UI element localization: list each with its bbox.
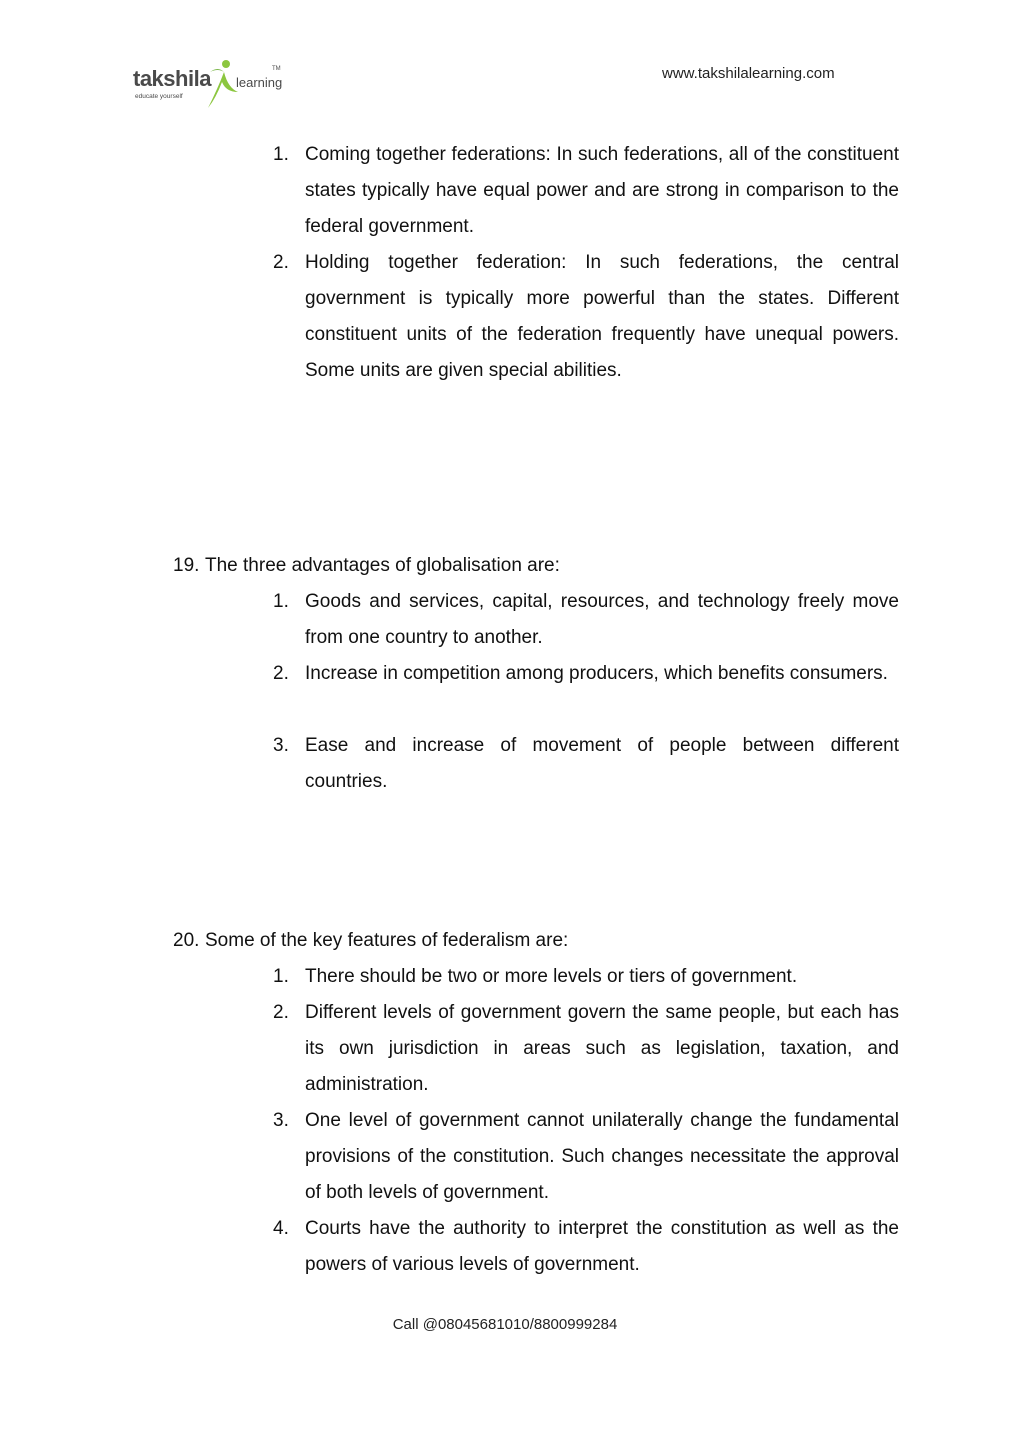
list-item-text: There should be two or more levels or tiers of government. (305, 966, 798, 987)
list-item-text: Coming together federations: In such federations, all of the constituent states typically have equal power and are strong in comparison to the federal government. (305, 144, 899, 237)
list-item-number: 1. (273, 966, 289, 987)
question-text: Some of the key features of federalism are: (205, 930, 569, 951)
logo-figure-icon (204, 58, 240, 110)
list-item-text: Holding together federation: In such federations, the central government is typically more powerful than the states. Different constituent units of the federation frequently have unequal powers. Some units are given special abilities. (305, 252, 899, 381)
list-item-number: 2. (273, 1002, 289, 1023)
question-number: 19. (173, 555, 200, 576)
question-20-heading (173, 923, 899, 959)
question-text: The three advantages of globalisation are: (205, 555, 560, 576)
list-item-text: Courts have the authority to interpret the constitution as well as the powers of various levels of government. (305, 1218, 899, 1275)
list-item-number: 2. (273, 252, 289, 273)
list-item-number: 2. (273, 663, 289, 684)
list-item-text: One level of government cannot unilaterally change the fundamental provisions of the constitution. Such changes necessitate the approval of both levels of government. (305, 1110, 899, 1203)
list-item-text: Ease and increase of movement of people between different countries. (305, 735, 899, 792)
logo-text-takshila: takshila (133, 66, 211, 91)
list-item-number: 1. (273, 144, 289, 165)
logo-trademark: TM (272, 66, 281, 72)
question-number: 20. (173, 930, 200, 951)
list-item-text: Increase in competition among producers, which benefits consumers. (305, 663, 888, 684)
question-19-heading (173, 548, 899, 584)
list-item-text: Different levels of government govern the same people, but each has its own jurisdiction in areas such as legislation, taxation, and administration. (305, 1002, 899, 1095)
page-header (0, 0, 1023, 120)
logo-text-learning: learning (236, 75, 283, 90)
list-item-number: 3. (273, 1110, 289, 1131)
list-item-number: 3. (273, 735, 289, 756)
logo-tagline: educate yourself (135, 93, 183, 100)
takshila-logo[interactable] (130, 56, 290, 112)
list-item-text: Goods and services, capital, resources, and technology freely move from one country to another. (305, 591, 899, 648)
site-url[interactable]: www.takshilalearning.com (662, 65, 835, 82)
list-item-number: 4. (273, 1218, 289, 1239)
footer-call-text: Call @08045681010/8800999284 (392, 1316, 618, 1333)
list-item-number: 1. (273, 591, 289, 612)
